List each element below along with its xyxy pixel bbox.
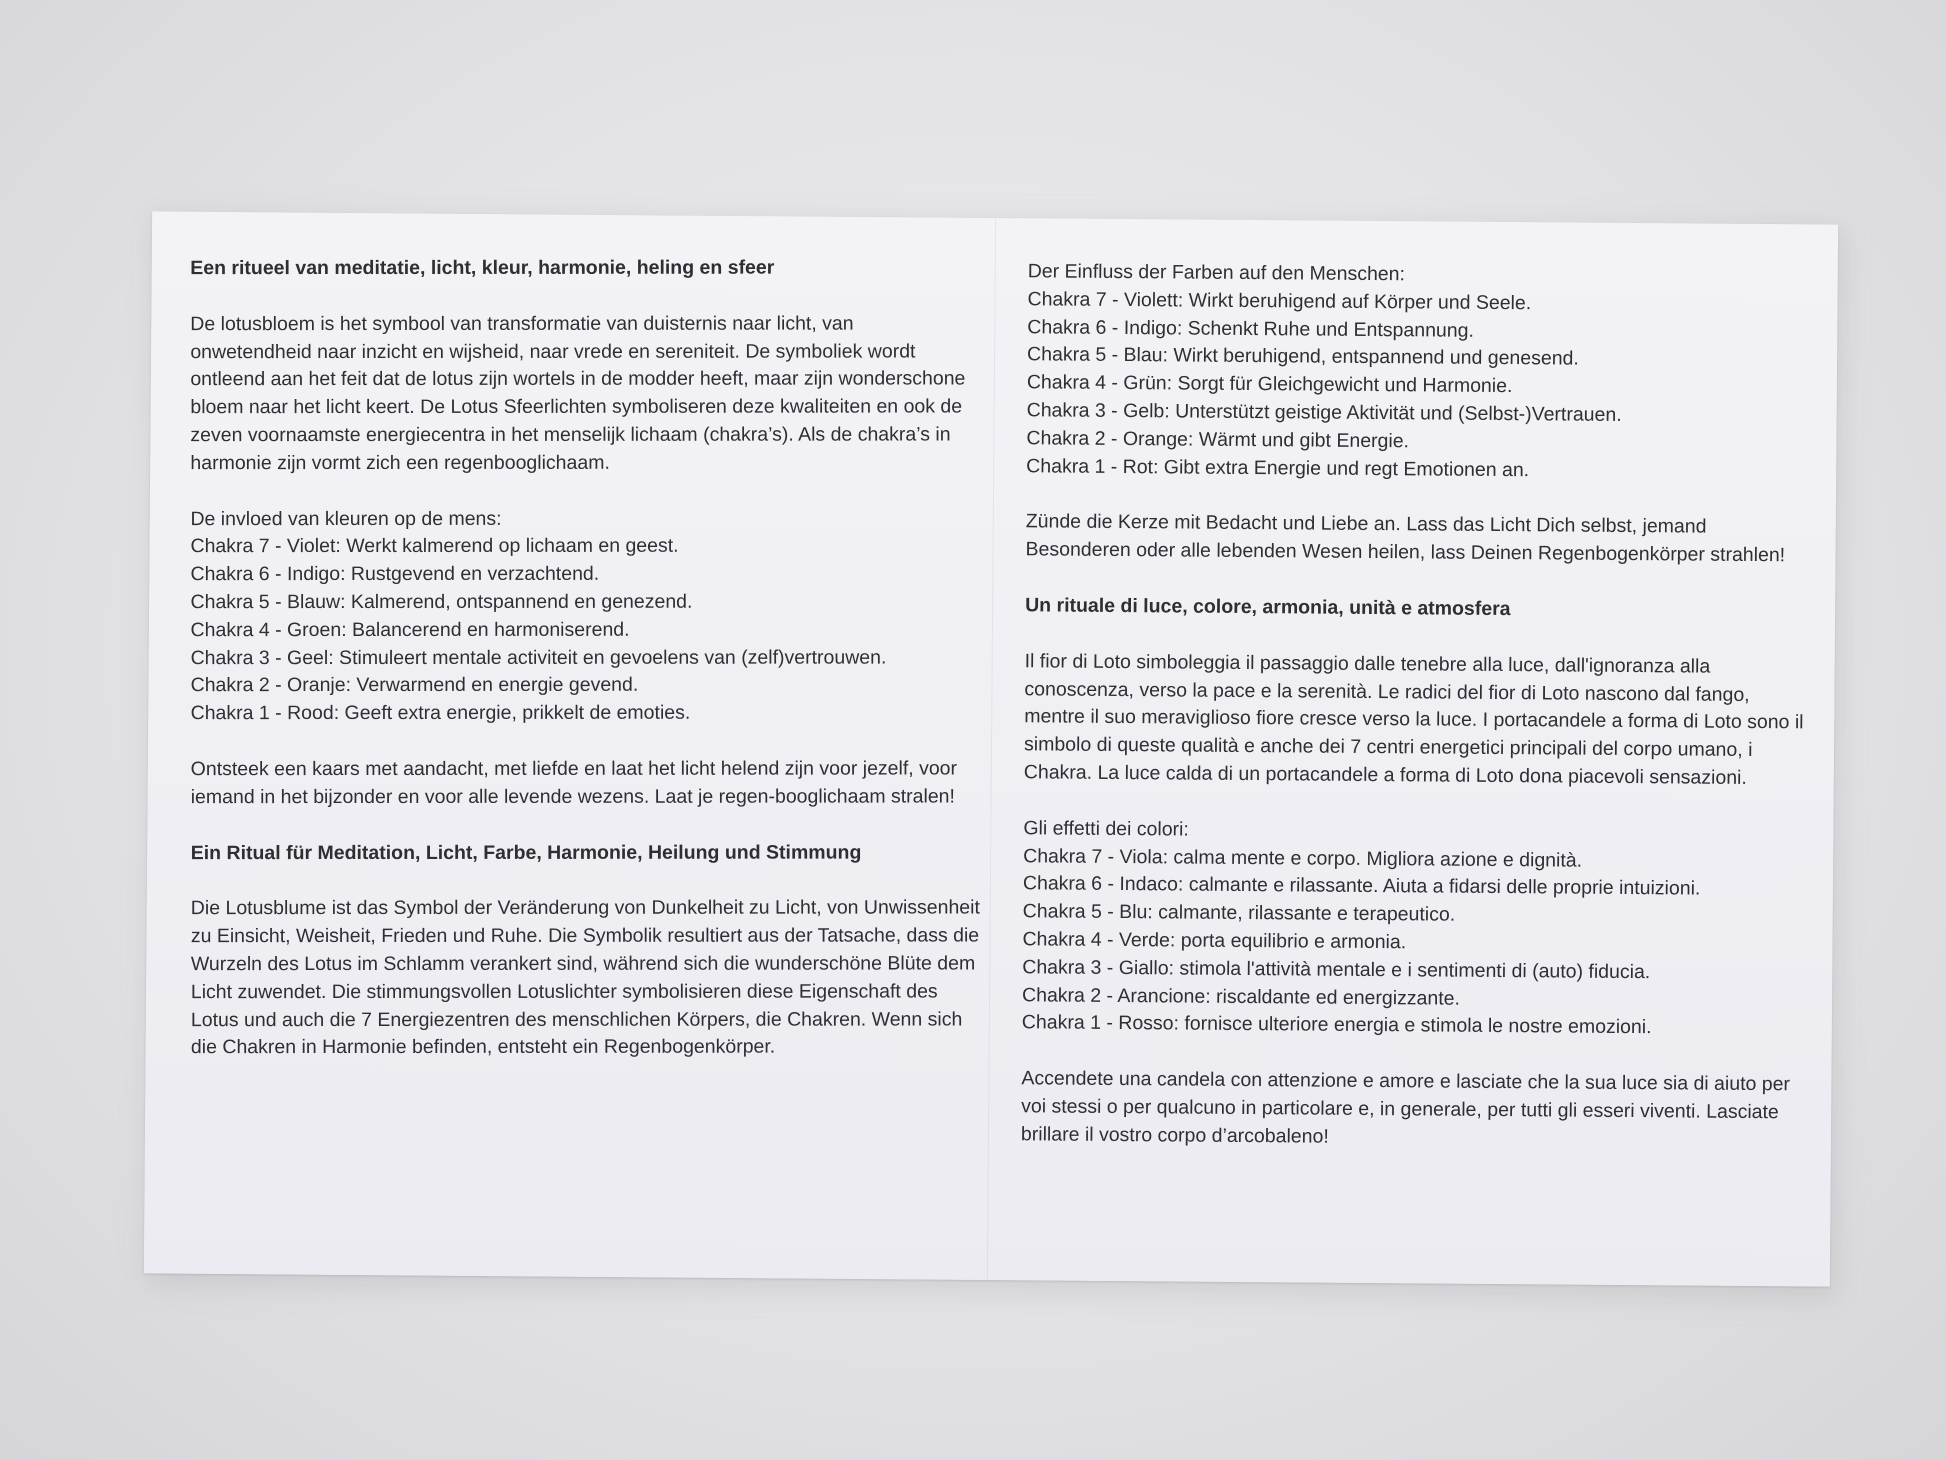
italian-chakra-7: Chakra 7 - Viola: calma mente e corpo. Migliora azione e dignità. [1023,844,1583,872]
german-chakra-5: Chakra 5 - Blau: Wirkt beruhigend, entspannend und genesend. [1027,343,1579,370]
german-heading: Ein Ritual für Meditation, Licht, Farbe, Harmonie, Heilung und Stimmung [190,841,862,864]
dutch-section [190,254,980,811]
german-closing: Zünde die Kerze mit Bedacht und Liebe an. Lass das Licht Dich selbst, jemand Besonderen oder alle lebenden Wesen heilen, lass Deinen Regenbogenkörper strahlen! [1025,510,1786,567]
dutch-chakra-2: Chakra 2 - Oranje: Verwarmend en energie gevend. [190,674,639,697]
german-chakra-4: Chakra 4 - Grün: Sorgt für Gleichgewicht und Harmonie. [1026,371,1513,398]
dutch-closing: Ontsteek een kaars met aandacht, met liefde en laat het licht helend zijn voor jezelf, voor iemand in het bijzonder en voor alle levende wezens. Laat je regen-booglichaam stralen! [190,757,958,808]
left-column [190,254,981,1090]
italian-section [1021,592,1815,1155]
dutch-chakra-list [190,533,980,728]
dutch-chakra-6: Chakra 6 - Indigo: Rustgevend en verzachtend. [190,562,600,586]
german-section [191,839,981,1062]
italian-heading: Un rituale di luce, colore, armonia, unità e atmosfera [1025,594,1511,621]
german-chakra-6: Chakra 6 - Indigo: Schenkt Ruhe und Entspannung. [1027,315,1475,342]
german-intro: Die Lotusblume ist das Symbol der Veränderung von Dunkelheit zu Licht, von Unwissenheit zu Einsicht, Weisheit, Frieden und Ruhe. Die Symbolik resultiert aus der Tatsache, dass die Wurzeln des Lotus im Schlamm verankert sind, während sich die wunderschöne Blüte dem Licht zuwendet. Die stimmungsvollen Lotuslichter symbolisieren diese Eigenschaft des Lotus und auch die 7 Energiezentren des menschlichen Körpers, die Chakren. Wenn sich die Chakren in Harmonie befinden, entsteht ein Regenbogenkörper. [190,896,980,1059]
fold-line [987,218,996,1280]
right-column [1021,258,1818,1183]
italian-chakra-1: Chakra 1 - Rosso: fornisce ulteriore energia e stimola le nostre emozioni. [1021,1011,1652,1039]
dutch-intro: De lotusbloem is het symbool van transformatie van duisternis naar licht, van onwetendheid naar inzicht en wijsheid, naar vrede en sereniteit. De symboliek wordt ontleend aan het feit dat de lotus zijn wortels in de modder heeft, maar zijn wonderschone bloem naar het licht keert. De Lotus Sfeerlichten symboliseren deze kwaliteiten en ook de zeven voornaamste energiecentra in het menselijk lichaam (chakra’s). Als de chakra’s in harmonie zijn vormt zich een regenbooglichaam. [190,312,966,474]
italian-list-title: Gli effetti dei colori: [1023,817,1189,841]
dutch-list-title: De invloed van kleuren op de mens: [190,507,502,530]
german-chakra-list [1026,286,1818,487]
german-continued-section [1025,258,1817,570]
italian-closing: Accendete una candela con attenzione e amore e lasciate che la sua luce sia di aiuto per voi stessi o per qualcuno in particolare e, in generale, per tutti gli esseri viventi. Lasciate brillare il vostro corpo d’arcobaleno! [1020,1067,1791,1148]
dutch-chakra-7: Chakra 7 - Violet: Werkt kalmerend op lichaam en geest. [190,535,679,558]
italian-chakra-3: Chakra 3 - Giallo: stimola l'attività mentale e i sentimenti di (auto) fiducia. [1022,955,1651,983]
italian-chakra-5: Chakra 5 - Blu: calmante, rilassante e terapeutico. [1022,900,1456,926]
italian-intro: Il fior di Loto simboleggia il passaggio dalle tenebre alla luce, dall'ignoranza alla conoscenza, verso la pace e la serenità. Le radici del fior di Loto nascono dal fango, mentre il suo meraviglioso fiore cresce verso la luce. I portacandele a forma di Loto sono il simbolo di queste qualità e anche dei 7 centri energetici principali del corpo umano, i Chakra. La luce calda di un portacandele a forma di Loto dona piacevoli sensazioni. [1023,650,1804,789]
german-chakra-1: Chakra 1 - Rot: Gibt extra Energie und regt Emotionen an. [1026,454,1530,481]
german-list-title: Der Einfluss der Farben auf den Menschen: [1027,260,1406,286]
dutch-chakra-5: Chakra 5 - Blauw: Kalmerend, ontspannend en genezend. [190,590,693,614]
italian-chakra-6: Chakra 6 - Indaco: calmante e rilassante. Aiuta a fidarsi delle proprie intuizioni. [1022,872,1701,900]
german-chakra-7: Chakra 7 - Violett: Wirkt beruhigend auf Körper und Seele. [1027,288,1532,315]
italian-chakra-2: Chakra 2 - Arancione: riscaldante ed energizzante. [1021,983,1461,1010]
italian-chakra-list [1022,843,1814,1044]
dutch-heading: Een ritueel van meditatie, licht, kleur, harmonie, heling en sfeer [190,256,775,280]
german-chakra-2: Chakra 2 - Orange: Wärmt und gibt Energie. [1026,427,1410,453]
dutch-chakra-1: Chakra 1 - Rood: Geeft extra energie, prikkelt de emoties. [190,701,691,725]
german-chakra-3: Chakra 3 - Gelb: Unterstützt geistige Aktivität und (Selbst-)Vertrauen. [1026,399,1622,426]
leaflet-sheet [144,211,1838,1286]
dutch-chakra-3: Chakra 3 - Geel: Stimuleert mentale activiteit en gevoelens van (zelf)vertrouwen. [190,646,887,669]
dutch-chakra-4: Chakra 4 - Groen: Balancerend en harmoniserend. [190,618,630,641]
italian-chakra-4: Chakra 4 - Verde: porta equilibrio e armonia. [1022,928,1407,954]
